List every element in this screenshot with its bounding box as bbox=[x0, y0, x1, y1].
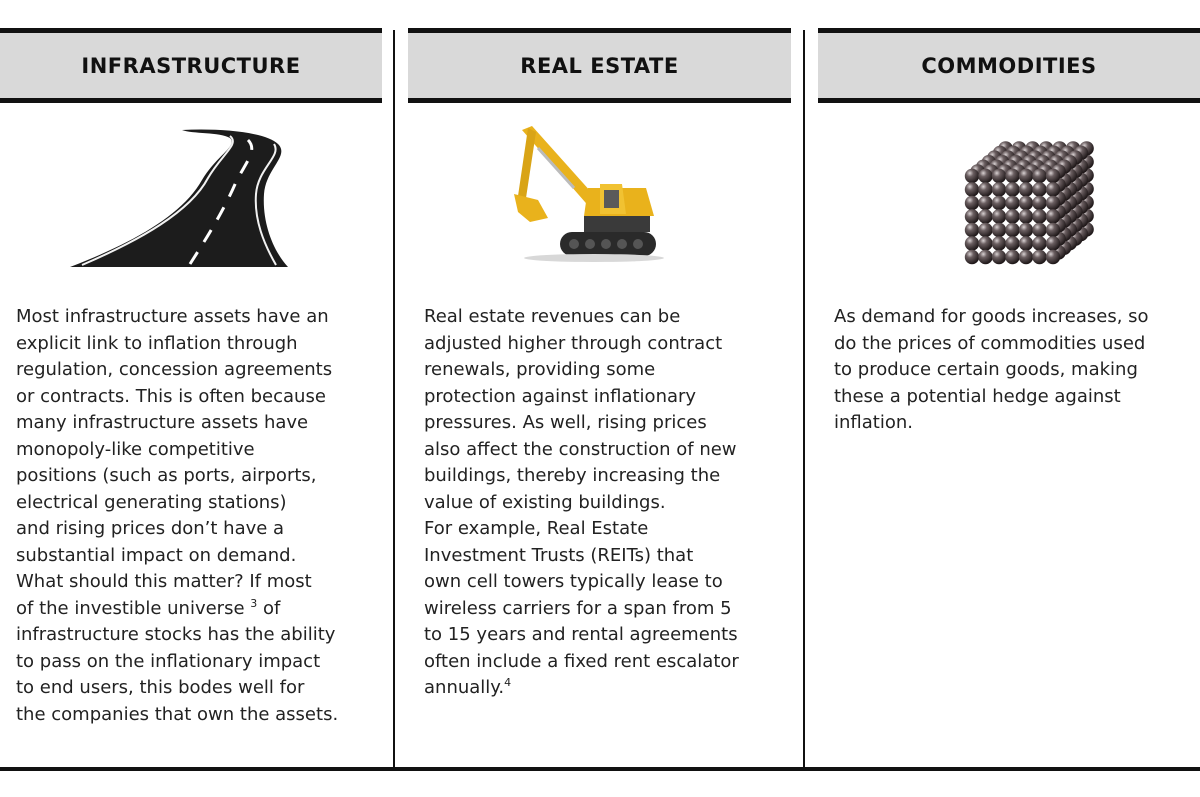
column-body-text bbox=[16, 304, 374, 728]
text-line: wireless carriers for a span from 5 bbox=[424, 597, 732, 619]
text-line: Investment Trusts (REITs) that bbox=[424, 544, 694, 566]
column-commodities bbox=[818, 0, 1200, 797]
text-line: also affect the construction of new bbox=[424, 438, 737, 460]
text-line: and rising prices don’t have a bbox=[16, 518, 285, 539]
text-line-with-footnote bbox=[16, 596, 374, 623]
column-divider bbox=[803, 30, 805, 768]
column-header bbox=[0, 28, 382, 103]
text-line: Real estate revenues can be bbox=[424, 306, 681, 327]
text-line: substantial impact on demand. bbox=[16, 544, 297, 566]
column-infrastructure bbox=[0, 0, 382, 797]
text-line: the companies that own the assets. bbox=[16, 703, 339, 725]
text-line: inflation. bbox=[834, 412, 913, 433]
text-line: buildings, thereby increasing the bbox=[424, 465, 721, 486]
excavator-icon bbox=[504, 118, 674, 264]
text-line: or contracts. This is often because bbox=[16, 385, 326, 407]
text-line-with-footnote bbox=[424, 675, 783, 702]
column-title: REAL ESTATE bbox=[520, 53, 679, 78]
column-header bbox=[408, 28, 791, 103]
text-line: many infrastructure assets have bbox=[16, 412, 309, 433]
text-fragment: of the investible universe bbox=[16, 597, 251, 619]
footnote-ref: 3 bbox=[250, 596, 258, 610]
text-line: pressures. As well, rising prices bbox=[424, 412, 707, 433]
text-line: regulation, concession agreements bbox=[16, 359, 333, 380]
text-line: to 15 years and rental agreements bbox=[424, 624, 738, 645]
text-line: monopoly-like competitive bbox=[16, 438, 255, 460]
text-line: adjusted higher through contract bbox=[424, 332, 723, 354]
column-body-text bbox=[834, 304, 1192, 437]
footnote-ref: 4 bbox=[504, 676, 512, 689]
text-line: to end users, this bodes well for bbox=[16, 677, 305, 698]
column-header bbox=[818, 28, 1200, 103]
text-line: infrastructure stocks has the ability bbox=[16, 624, 336, 645]
text-line: positions (such as ports, airports, bbox=[16, 465, 317, 486]
text-fragment: annually. bbox=[424, 677, 505, 698]
text-line: often include a fixed rent escalator bbox=[424, 650, 739, 672]
column-title: COMMODITIES bbox=[921, 53, 1097, 78]
magnetic-spheres-cube-icon bbox=[958, 136, 1104, 272]
text-line: renewals, providing some bbox=[424, 359, 656, 380]
text-line: these a potential hedge against bbox=[834, 385, 1121, 407]
text-line: to pass on the inflationary impact bbox=[16, 650, 321, 672]
column-body-text bbox=[424, 304, 783, 702]
bottom-rule bbox=[0, 767, 1200, 771]
column-title: INFRASTRUCTURE bbox=[81, 53, 301, 78]
text-line: do the prices of commodities used bbox=[834, 332, 1146, 354]
text-line: Most infrastructure assets have an bbox=[16, 306, 329, 327]
text-line: protection against inflationary bbox=[424, 385, 697, 407]
text-line: explicit link to inflation through bbox=[16, 332, 298, 354]
text-line: For example, Real Estate bbox=[424, 518, 649, 539]
text-line: What should this matter? If most bbox=[16, 571, 312, 592]
text-line: own cell towers typically lease to bbox=[424, 571, 723, 592]
column-divider bbox=[393, 30, 395, 768]
text-line: As demand for goods increases, so bbox=[834, 306, 1149, 327]
text-line: electrical generating stations) bbox=[16, 491, 287, 513]
text-line: value of existing buildings. bbox=[424, 491, 666, 513]
column-real-estate bbox=[408, 0, 791, 797]
road-icon bbox=[70, 124, 290, 270]
text-fragment: of bbox=[257, 597, 281, 619]
text-line: to produce certain goods, making bbox=[834, 359, 1138, 380]
